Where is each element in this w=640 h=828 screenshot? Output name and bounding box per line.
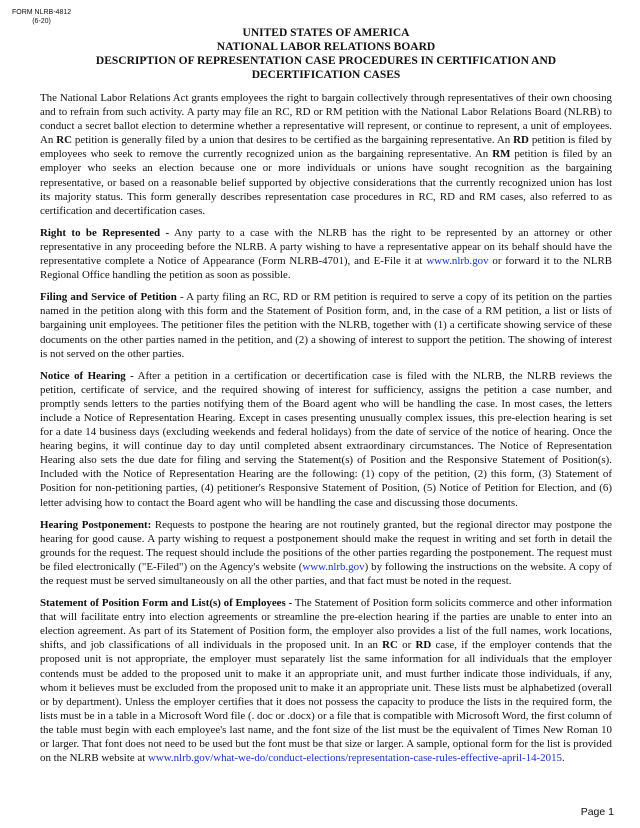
section-heading: Filing and Service of Petition — [40, 291, 177, 304]
section-text: case, if the employer contends that the proposed unit is not appropriate, the employer must separately list the same information for all individuals that the employer contends must be added to the proposed unit to make it an appropriate unit, and must further indicate those individuals, if any, whom it believes must be excluded from the proposed unit to make it an appropriate unit. These lists must be alphabetized (overall or by department). Unless the employer certifies that it does not possess the capacity to produce the lists in the required form, the lists must be in a table in a Microsoft Word file (. doc or .docx) or a file that is compatible with Microsoft Word, the first column of the table must begin with each employee's last name, and the font size of the list must be the equivalent of Times New Roman 10 or larger. That font does not need to be used but the font must be that size or larger. A sample, optional form for the list is provided on the NLRB website at — [40, 639, 612, 765]
section-text: The Statement of Position form solicits commerce and other information that will facilitate entry into election agreements or streamline the pre-election hearing if the parties are unable to enter into an election agreement. As part of its Statement of Position form, the employer also provides a list of the full names, work locations, shifts, and job classifications of all individuals in the proposed unit. In an — [40, 597, 612, 652]
section-text: or forward it to the NLRB Regional Office handling the petition as soon as possible. — [40, 255, 612, 282]
header-agency: NATIONAL LABOR RELATIONS BOARD — [216, 41, 436, 53]
intro-text-2: petition is generally filed by a union that desires to be certified as the bargaining representative. An — [71, 134, 514, 147]
document-header — [40, 0, 612, 82]
rd-term: RD — [415, 639, 432, 652]
section-heading: Notice of Hearing - — [40, 369, 134, 382]
hearing-postponement-section — [40, 518, 612, 588]
section-text: Any party to a case with the NLRB has the right to be represented by an attorney or other representative in any proceeding before the NLRB. A party wishing to have a representative appear on its behalf should have the representative complete a Notice of Appearance (Form NLRB-4701), and E-File it at — [40, 226, 612, 268]
intro-text-1: The National Labor Relations Act grants employees the right to bargain collectively through representatives of their own choosing and to refrain from such activity. A party may file an RC, RD or RM petition with the National Labor Relations Board (NLRB) to conduct a secret ballot election to determine whether a representative will represent, or continue to represent, a unit of employees. An — [40, 92, 612, 147]
section-text: . — [561, 752, 565, 765]
section-text: - A party filing an RC, RD or RM petition is required to serve a copy of its petition on the parties named in the petition along with this form and the Statement of Position form, and, in the case of a RM petition, a list or lists of bargaining unit employees. The petitioner files the petition with the NLRB, together with (1) a certificate showing service of these documents on the other parties named in the petition, and (2) a showing of interest to support the petition. The showing of interest is not served on the other parties. — [40, 291, 612, 360]
header-country: UNITED STATES OF AMERICA — [242, 27, 410, 39]
header-title-cont: DECERTIFICATION CASES — [251, 69, 401, 81]
intro-paragraph — [40, 91, 612, 218]
header-title: DESCRIPTION OF REPRESENTATION CASE PROCEDURES IN CERTIFICATION AND — [95, 55, 557, 67]
section-text: Requests to postpone the hearing are not routinely granted, but the regional director may postpone the hearing for good cause. A party wishing to request a postponement should make the request in writing and set forth in detail the grounds for the request. The request should include the positions of the other parties regarding the postponement. The request must be filed electronically ("E-Filed") on the Agency's website ( — [40, 518, 613, 573]
section-heading: Statement of Position Form and List(s) of Employees - — [40, 597, 293, 610]
rc-term: RC — [56, 134, 72, 147]
nlrb-link[interactable]: www.nlrb.gov — [302, 560, 365, 573]
section-text: ) by following the instructions on the website. A copy of the request must be served simultaneously on all the other parties, and that fact must be noted in the request. — [40, 560, 612, 587]
statement-of-position-section — [40, 596, 612, 765]
nlrb-link[interactable]: www.nlrb.gov — [426, 255, 489, 268]
form-revision-date: (6-20) — [32, 18, 51, 25]
section-text: After a petition in a certification or decertification case is filed with the NLRB, the NLRB reviews the petition, certificate of service, and the required showing of interest for sufficiency, assigns the petition a case number, and promptly sends letters to the parties notifying them of the Board agent who will be handling the case. In most cases, the letters include a Notice of Representation Hearing. Except in cases presenting unusually complex issues, this pre-election hearing is set for a date 14 business days (excluding weekends and federal holidays) from the date of service of the notice of hearing. Once the hearing begins, it will continue day to day until completed absent extraordinary circumstances. The Notice of Representation Hearing also sets the due date for filing and serving the Statement(s) of Position and the Responsive Statement of Position(s). Included with the Notice of Representation Hearing are the following: (1) copy of the petition, (2) this form, (3) Statement of Position for non-petitioning parties, (4) petitioner's Responsive Statement of Position, (5) Notice of Petition for Election, and (6) letter advising how to contact the Board agent who will be handling the case and discussing those documents. — [40, 369, 612, 509]
section-heading: Hearing Postponement: — [40, 518, 152, 531]
form-number: FORM NLRB-4812 — [12, 9, 72, 16]
rd-term: RD — [513, 134, 529, 147]
intro-text-4: petition is filed by an employer who seeks an election because one or more individuals or unions have sought recognition as the bargaining representative, or based on a reasonable belief supported by objective considerations that the currently recognized union has lost its majority status. This form generally describes representation case procedures in RC, RD and RM cases, also referred to as certification and decertification cases. — [40, 148, 613, 217]
form-identifier — [12, 8, 71, 26]
notice-of-hearing-section — [40, 369, 612, 510]
section-text: or — [397, 639, 416, 652]
filing-service-section — [40, 290, 612, 360]
right-to-representation-section — [40, 226, 612, 282]
representation-rules-link[interactable]: www.nlrb.gov/what-we-do/conduct-elections/representation-case-rules-effective-april-14-2015 — [147, 752, 562, 765]
page-number: Page 1 — [580, 806, 614, 818]
rc-term: RC — [382, 639, 398, 652]
rm-term: RM — [492, 148, 511, 161]
intro-text-3: petition is filed by employees who seek to remove the currently recognized union as the bargaining representative. An — [40, 134, 613, 161]
section-heading: Right to be Represented - — [40, 226, 170, 239]
